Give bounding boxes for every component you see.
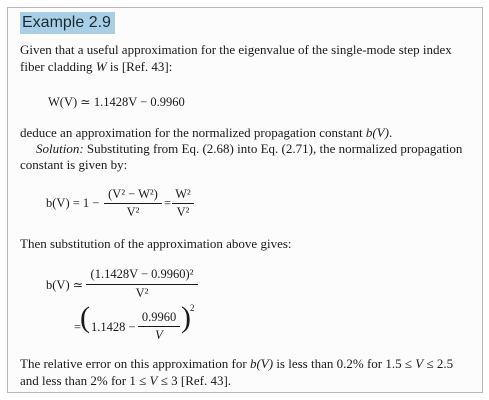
symbol-bv: b(V): [249, 356, 274, 371]
equation-expanded-den: V: [155, 328, 163, 342]
fraction-bar: [86, 284, 198, 285]
equation-w-approx: W(V) ≃ 1.1428V − 0.9960: [48, 95, 185, 109]
right-paren: ): [181, 301, 191, 334]
text-run: deduce an approximation for the normalized propagation constant: [20, 125, 366, 140]
paragraph-intro-line1: Given that a useful approximation for the eigenvalue of the single-mode step index: [20, 42, 452, 57]
equation-expanded-term: 1.1428 −: [91, 320, 136, 334]
text-run: The relative error on this approximation for: [20, 356, 250, 371]
fraction-bar: [138, 326, 180, 327]
symbol-bv: b(V): [365, 125, 389, 140]
fraction-bar: [172, 203, 194, 204]
equation-bv-approx-num: (1.1428V − 0.9960)²: [90, 267, 194, 281]
paragraph-substitution: Then substitution of the approximation above gives:: [20, 236, 292, 251]
paragraph-solution-line2: constant is given by:: [20, 157, 128, 172]
left-paren: (: [80, 301, 90, 334]
text-run: Substituting from Eq. (2.68) into Eq. (2.71), the normalized propagation: [83, 141, 463, 156]
paragraph-error-line1: [20, 356, 453, 371]
symbol-w: W: [95, 59, 107, 74]
equation-bv-den1: V²: [126, 205, 140, 219]
equation-expanded-equals: =: [74, 320, 82, 334]
paragraph-intro-line2: [20, 59, 172, 74]
fraction-bar: [104, 203, 162, 204]
equation-bv-equals: =: [164, 196, 172, 210]
text-run: is [Ref. 43]:: [106, 59, 173, 74]
equation-bv-approx-lhs: b(V) ≃: [46, 278, 84, 292]
text-run: .: [388, 125, 393, 140]
equation-bv-num2: W²: [175, 187, 191, 201]
example-title: Example 2.9: [20, 12, 115, 34]
equation-bv-lhs: b(V) = 1 −: [46, 196, 100, 210]
paragraph-solution-line1: [36, 141, 462, 156]
paragraph-deduce-line1: [20, 125, 392, 140]
text-run: ≤ 3 [Ref. 43].: [157, 373, 232, 388]
equation-expanded-exponent: 2: [190, 303, 195, 313]
symbol-v: V: [415, 356, 424, 371]
text-run: is less than 0.2% for 1.5 ≤: [273, 356, 416, 371]
symbol-v: V: [149, 373, 158, 388]
paragraph-error-line2: [20, 373, 231, 388]
text-run: and less than 2% for 1 ≤: [20, 373, 150, 388]
equation-bv-num1: (V² − W²): [108, 187, 158, 201]
text-run: fiber cladding: [20, 59, 96, 74]
text-run: ≤ 2.5: [423, 356, 454, 371]
equation-bv-approx-den: V²: [135, 286, 149, 300]
equation-expanded-num: 0.9960: [141, 310, 177, 324]
solution-label: Solution:: [36, 141, 84, 156]
equation-bv-den2: V²: [176, 205, 190, 219]
